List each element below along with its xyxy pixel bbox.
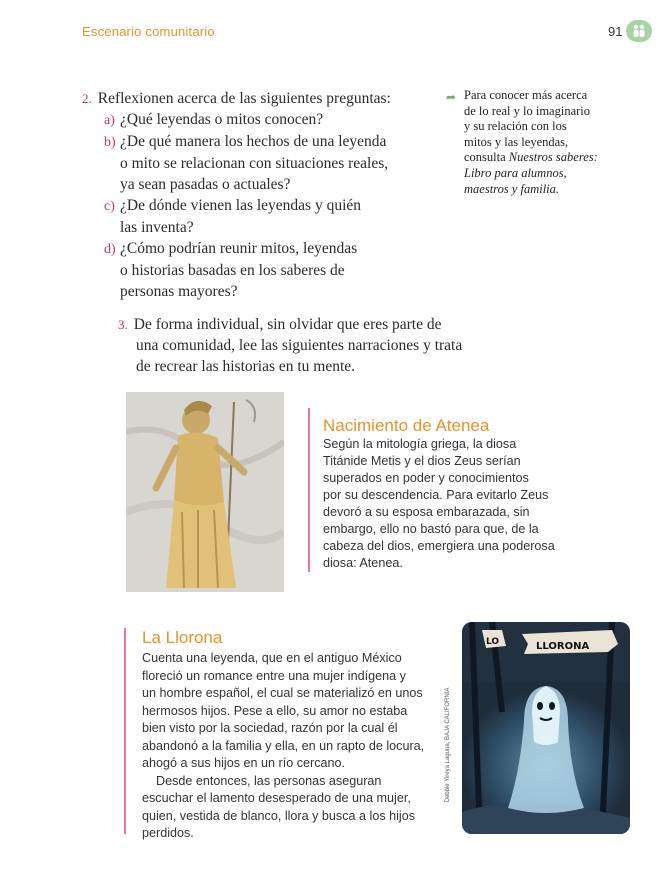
book-title: Libro para alumnos, [464,165,567,180]
side-note-line: consulta Nuestros saberes: [464,150,598,165]
question-b-line: o mito se relacionan con situaciones reales, [120,155,389,172]
story-title: La Llorona [142,628,223,647]
section-badge [626,20,652,42]
banner-small-text: LO [486,637,500,647]
llorona-illustration [462,622,630,834]
question-a: a) ¿Qué leyendas o mitos conocen? [104,111,324,128]
activity-3-line: De forma individual, sin olvidar que eres parte de [133,316,442,333]
side-note-line: Para conocer más acerca [464,88,588,102]
book-title: maestros y familia. [464,181,560,196]
activity-3-line: una comunidad, lee las siguientes narraciones y trata [136,337,463,354]
activity-3-line: de recrear las historias en tu mente. [136,358,356,375]
question-d-line: o historias basadas en los saberes de [120,262,345,279]
page-number: 91 [608,24,623,39]
activity-number: 3. [118,317,128,332]
side-note-line: de lo real y lo imaginario [464,103,591,118]
story-body: Cuenta una leyenda, que en el antiguo México floreció un romance entre una mujer indígena y un hombre español, el cual se materializó en unos hermosos hijos. Pese a ello, su amor no estaba bien visto por la sociedad, razón por la cual él abandonó a la familia y ella, en un rapto de locura, ahogó a sus hijos en un río cercano. Desde entonces, las personas aseguran escuchar el lamento desesperado de una mujer, quien, vestida de blanco, llora y busca a los hijos perdidos. [142,651,425,840]
side-note [446,88,596,197]
activity-2 [82,88,412,302]
activity-prompt: Reflexionen acerca de las siguientes preguntas: [97,90,391,107]
story-title: Nacimiento de Atenea [323,416,490,435]
question-b-line: ya sean pasadas o actuales? [120,176,291,193]
question-b: b) ¿De qué manera los hechos de una leyenda [104,133,387,150]
question-d: d) ¿Cómo podrían reunir mitos, leyendas [104,240,358,257]
section-header: Escenario comunitario [82,24,215,39]
story-body: Según la mitología griega, la diosa Titánide Metis y el dios Zeus serían superados en poder y conocimientos por su descendencia. Para evitarlo Zeus devoró a su esposa embarazada, sin embargo, ello no bastó para que, de la cabeza del dios, emergiera una poderosa diosa: Atenea. [323,437,555,570]
side-note-line: mitos y las leyendas, [464,134,569,149]
story-divider [124,628,126,834]
question-c: c) ¿De dónde vienen las leyendas y quién [104,197,362,214]
question-c-line: las inventa? [120,219,194,236]
side-note-line: y su relación con los [464,119,567,134]
activity-number: 2. [82,91,92,106]
question-d-line: personas mayores? [120,283,238,300]
image-credit: Debbie Yireya Laguna, BAJA CALIFORNIA [445,687,451,803]
banner-big-text: LLORONA [536,641,590,652]
athena-illustration [126,392,284,592]
arrow-right-icon: ➦ [446,90,457,104]
story-divider [308,408,310,572]
activity-3 [118,314,463,377]
community-icon [632,23,646,39]
